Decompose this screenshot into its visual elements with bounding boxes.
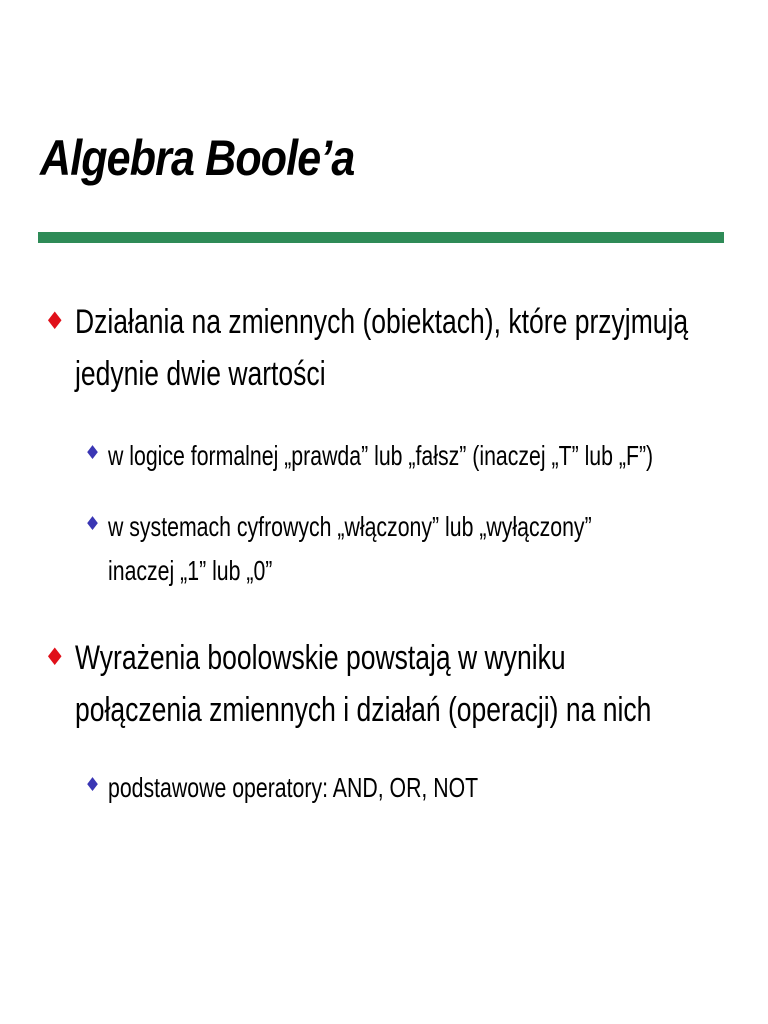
bullet-line: w logice formalnej „prawda” lub „fałsz” (inaczej „T” lub „F”): [108, 440, 654, 471]
diamond-bullet-icon: ♦: [84, 442, 102, 464]
diamond-bullet-icon: ♦: [84, 774, 102, 796]
bullet-line: inaczej „1” lub „0”: [108, 555, 273, 586]
title-underline-rule: [38, 232, 724, 243]
bullet-line: Wyrażenia boolowskie powstają w wyniku: [75, 639, 566, 677]
bullet-line: Działania na zmiennych (obiektach), które przyjmują: [75, 303, 689, 341]
bullet-line: w systemach cyfrowych „włączony” lub „wyłączony”: [108, 511, 592, 542]
bullet-line: połączenia zmiennych i działań (operacji) na nich: [75, 691, 652, 729]
bullet-text: [108, 434, 653, 478]
bullet-text: [108, 505, 592, 593]
bullet-line: podstawowe operatory: AND, OR, NOT: [108, 772, 479, 803]
diamond-bullet-icon: ♦: [84, 513, 102, 535]
bullet-text: [75, 632, 651, 736]
bullet-line: jedynie dwie wartości: [75, 355, 326, 393]
slide-title: Algebra Boole’a: [40, 130, 355, 186]
bullet-text: [108, 766, 478, 810]
diamond-bullet-icon: ♦: [44, 307, 66, 335]
bullet-text: [75, 296, 688, 400]
diamond-bullet-icon: ♦: [44, 643, 66, 671]
